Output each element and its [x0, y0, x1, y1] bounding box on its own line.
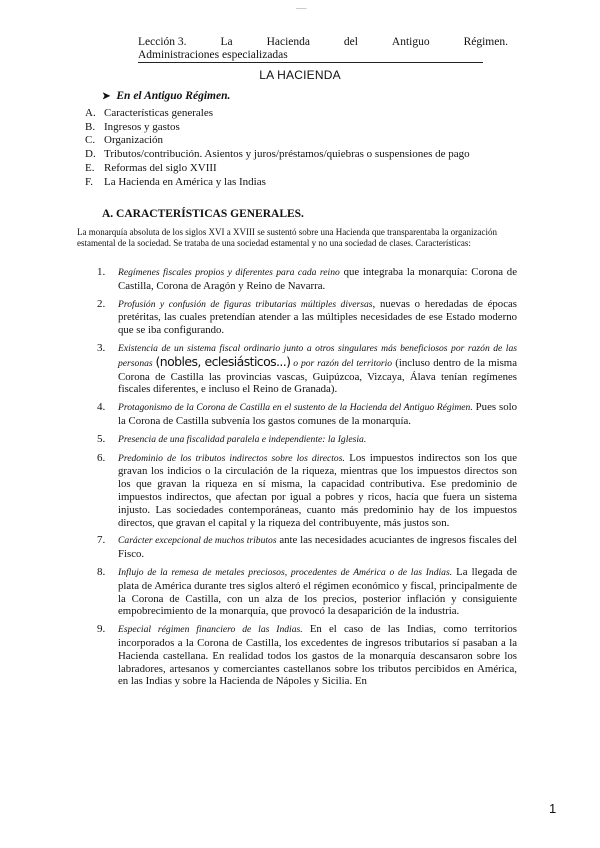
item-text [118, 452, 517, 530]
item-number: 6. [97, 451, 106, 464]
item-italic: Carácter excepcional de muchos tributos [118, 535, 277, 547]
item-body: La llegada de plata de América durante tres siglos alteró el régimen económico y fiscal, principalmente de la Corona de Castilla, con un alza de los precios, posterior inflación y consiguiente empobrecimiento de la monarquía, que provocó la desaparición de la industria. [118, 565, 517, 618]
item-text [118, 266, 517, 293]
item-body: Los impuestos indirectos son los que gravan los indicios o la circulación de la riqueza, mientras que los impuestos directos son los que gravan la riqueza en sí misma, la capacidad contributiva. Ese predominio de impuestos indirectos, que afectan por igual a pobres y ricos, hacía que fuera un sistema injusto. Las sociedades contemporáneas, cuanto más predominio hay de los impuestos directos, que gravan el capital y la riqueza del contribuyente, más justos son. [118, 451, 517, 529]
item-emphasis: (nobles, eclesiásticos...) [155, 353, 291, 369]
lesson-header [138, 36, 508, 63]
item-number: 8. [97, 565, 106, 578]
header-word: La [220, 36, 233, 48]
item-body: que integraba la monarquía: Corona de Castilla, Corona de Aragón y Reino de Navarra. [118, 266, 517, 292]
toc-letter: C. [85, 134, 96, 147]
header-line1 [138, 36, 508, 49]
section-title [102, 90, 230, 102]
section-title-text: En el Antiguo Régimen. [116, 90, 231, 102]
item-text [118, 566, 517, 618]
item-number: 5. [97, 432, 106, 445]
toc-label: Características generales [104, 107, 214, 119]
item-number: 1. [97, 266, 106, 278]
toc-label: Reformas del siglo XVIII [104, 161, 217, 174]
item-italic: o por razón del territorio [290, 357, 393, 369]
item-text [118, 534, 517, 561]
list-item [97, 452, 517, 530]
list-item [97, 433, 517, 447]
characteristics-list [97, 266, 517, 693]
list-item [97, 266, 517, 293]
toc-label: Tributos/contribución. Asientos y juros/préstamos/quiebras o suspensiones de pago [104, 148, 470, 161]
toc-letter: D. [85, 148, 96, 161]
item-italic: Predominio de los tributos indirectos sobre los directos. [118, 452, 345, 464]
header-line2: Administraciones especializadas [138, 49, 483, 63]
item-body: (incluso dentro de la misma Corona de Castilla las provincias vascas, Guipúzcoa, Vizcaya, Álava tenían regímenes fiscales diferentes, e incluso el Reino de Granada). [118, 356, 517, 396]
list-item [97, 401, 517, 428]
toc-label: Organización [104, 134, 164, 147]
toc-letter: F. [85, 175, 93, 188]
item-text [118, 401, 517, 428]
item-italic: Especial régimen financiero de las Indias. [118, 624, 303, 636]
item-body: , nuevas o heredadas de épocas pretéritas, las cuales pretendían atender a las múltiples necesidades de ese Estado moderno que se iba configurando. [118, 297, 517, 337]
page-title: LA HACIENDA [259, 68, 341, 82]
item-italic: Regímenes fiscales propios y diferentes para cada reino [118, 267, 340, 278]
list-item [97, 298, 517, 337]
item-body: ante las necesidades acuciantes de ingresos fiscales del Fisco. [118, 534, 517, 561]
toc-item [85, 148, 470, 162]
list-item [97, 566, 517, 618]
toc-item [85, 134, 470, 148]
toc-letter: A. [85, 107, 96, 119]
item-text [118, 298, 517, 337]
item-italic: Existencia de un sistema fiscal ordinario junto a otros singulares más beneficiosos por razón de las personas [118, 342, 517, 369]
intro-paragraph: La monarquía absoluta de los siglos XVI a XVIII se sustentó sobre una Hacienda que transparentaba la organización estamental de la sociedad. Se trataba de una sociedad estamental y no una sociedad de clases. Características: [77, 227, 497, 248]
item-italic: Presencia de una fiscalidad paralela e independiente: la Iglesia. [118, 433, 367, 445]
header-word: Antiguo [391, 36, 430, 48]
item-number: 3. [97, 341, 106, 354]
arrow-bullet-icon: ➤ [102, 91, 111, 102]
toc-letter: B. [85, 120, 96, 133]
item-body: Pues solo la Corona de Castilla subvenía los gastos comunes de la monarquía. [118, 401, 517, 427]
header-word: Lección 3. [138, 36, 187, 48]
item-body: En el caso de las Indias, como territorios incorporados a la Corona de Castilla, los excedentes de ingresos tributarios sí pasaban a la Hacienda castellana. En realidad todos los gastos de la monarquía descansaron sobre los labradores, artesanos y comerciantes castellanos sobre los tributos percibidos en América, en las Indias y sobre la Hacienda de Nápoles y Sicilia. En [118, 623, 517, 688]
header-word: del [343, 36, 358, 48]
table-of-contents [85, 107, 470, 189]
page-number: 1 [549, 801, 557, 816]
item-text [118, 433, 517, 447]
section-a-heading: A. CARACTERÍSTICAS GENERALES. [102, 208, 304, 220]
toc-item [85, 107, 470, 121]
item-text [118, 623, 517, 688]
item-number: 7. [97, 534, 106, 547]
toc-label: La Hacienda en América y las Indias [104, 175, 266, 188]
toc-letter: E. [85, 161, 95, 174]
list-item [97, 342, 517, 396]
top-mark: ___ [296, 2, 307, 10]
item-number: 4. [97, 401, 106, 414]
item-number: 2. [97, 297, 106, 310]
item-text [118, 342, 517, 396]
toc-item [85, 162, 470, 176]
item-italic: Influjo de la remesa de metales preciosos, procedentes de América o de las Indias. [118, 566, 453, 578]
toc-item [85, 176, 470, 190]
list-item [97, 623, 517, 688]
toc-item [85, 121, 470, 135]
item-italic: Profusión y confusión de figuras tributarias múltiples diversas [118, 298, 373, 310]
header-word: Régimen. [463, 36, 508, 48]
toc-label: Ingresos y gastos [104, 120, 180, 133]
item-number: 9. [97, 623, 106, 636]
header-word: Hacienda [266, 36, 310, 48]
item-italic: Protagonismo de la Corona de Castilla en el sustento de la Hacienda del Antiguo Régimen. [118, 402, 473, 414]
list-item [97, 534, 517, 561]
